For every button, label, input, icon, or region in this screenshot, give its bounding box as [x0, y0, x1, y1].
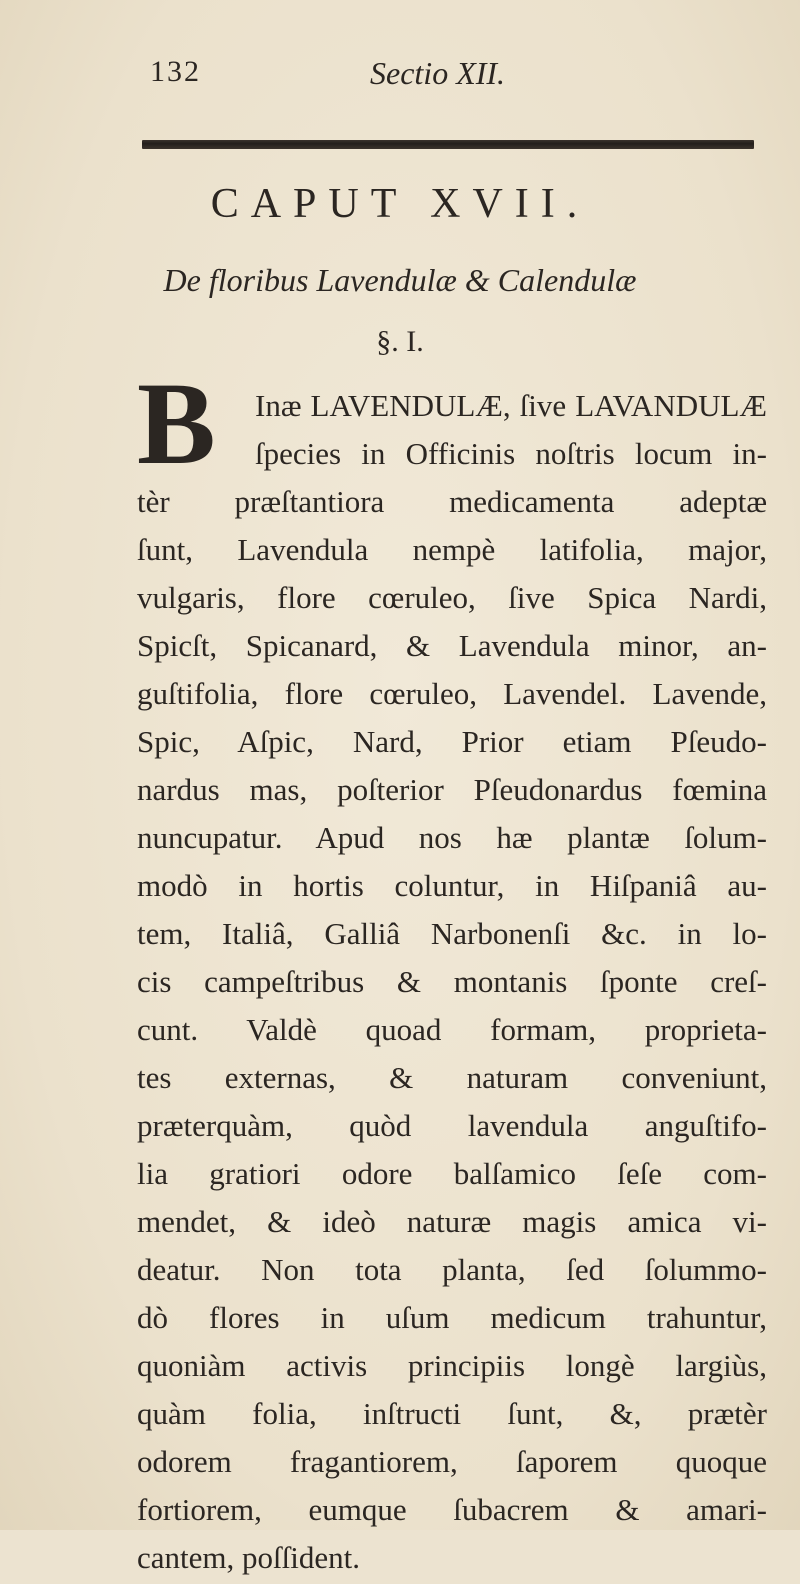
chapter-title: CAPUT XVII.: [210, 181, 590, 227]
page-header: [0, 55, 800, 105]
text-line: quoniàm activis principiis longè largiùs,: [137, 1348, 767, 1383]
page-number: 132: [150, 55, 201, 88]
text-line: fortiorem, eumque ſubacrem & amari-: [137, 1492, 767, 1527]
text-line: cunt. Valdè quoad formam, proprieta-: [137, 1012, 767, 1047]
text-line: lia gratiori odore balſamico ſeſe com-: [137, 1156, 767, 1191]
text-line: præterquàm, quòd lavendula anguſtifo-: [137, 1108, 767, 1143]
text-line: modò in hortis coluntur, in Hiſpaniâ au-: [137, 868, 767, 903]
text-line: tèr præſtantiora medicamenta adeptæ: [137, 484, 767, 519]
text-line: nuncupatur. Apud nos hæ plantæ ſolum-: [137, 820, 767, 855]
running-head: Sectio XII.: [370, 55, 506, 91]
text-line: tes externas, & naturam conveniunt,: [137, 1060, 767, 1095]
chapter-subtitle: De floribus Lavendulæ & Calendulæ: [163, 262, 637, 298]
text-line: guſtifolia, flore cœruleo, Lavendel. Lavende,: [137, 676, 767, 711]
text-line: cis campeſtribus & montanis ſponte creſ-: [137, 964, 767, 999]
text-line: ſunt, Lavendula nempè latifolia, major,: [137, 532, 767, 567]
text-line: vulgaris, flore cœruleo, ſive Spica Nardi,: [137, 580, 767, 615]
text-line: ſpecies in Officinis noſtris locum in-: [255, 436, 767, 471]
text-line: deatur. Non tota planta, ſed ſolummo-: [137, 1252, 767, 1287]
text-line: mendet, & ideò naturæ magis amica vi-: [137, 1204, 767, 1239]
text-line: Spicſt, Spicanard, & Lavendula minor, an-: [137, 628, 767, 663]
text-line: quàm folia, inſtructi ſunt, &, prætèr: [137, 1396, 767, 1431]
header-rule: [142, 140, 754, 149]
text-line: nardus mas, poſterior Pſeudonardus fœmina: [137, 772, 767, 807]
section-number: §. I.: [376, 325, 424, 358]
text-line: dò flores in uſum medicum trahuntur,: [137, 1300, 767, 1335]
text-line: cantem, poſſident.: [137, 1540, 360, 1575]
text-line: Inæ LAVENDULÆ, ſive LAVANDULÆ: [255, 388, 767, 423]
drop-cap-initial: B: [137, 358, 216, 489]
text-line: tem, Italiâ, Galliâ Narbonenſi &c. in lo-: [137, 916, 767, 951]
text-line: Spic, Aſpic, Nard, Prior etiam Pſeudo-: [137, 724, 767, 759]
text-line: odorem fragantiorem, ſaporem quoque: [137, 1444, 767, 1479]
